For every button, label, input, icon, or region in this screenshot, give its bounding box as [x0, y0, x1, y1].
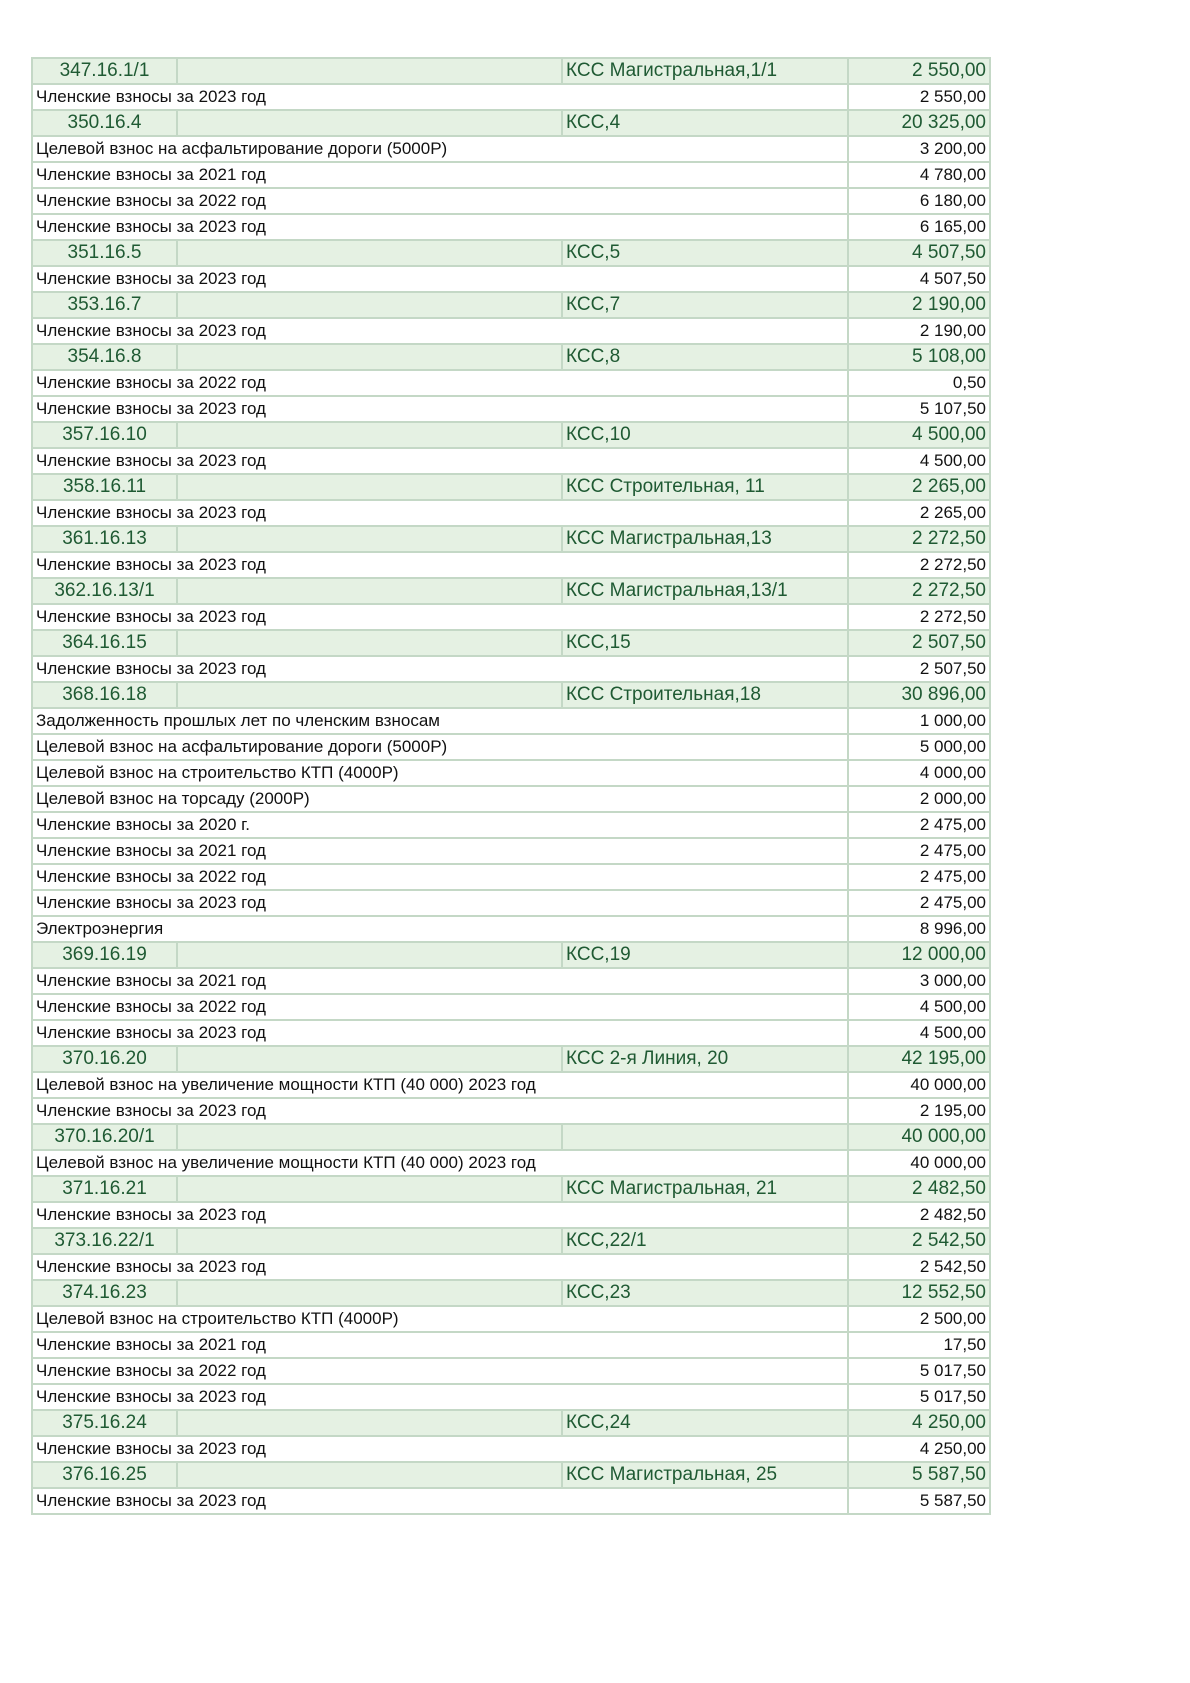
charge-description: Членские взносы за 2021 год	[32, 162, 848, 188]
account-address	[562, 1124, 848, 1150]
account-spacer	[177, 1462, 562, 1488]
account-spacer	[177, 526, 562, 552]
charge-row	[32, 1436, 990, 1462]
charge-row	[32, 864, 990, 890]
account-spacer	[177, 292, 562, 318]
charge-row	[32, 162, 990, 188]
account-spacer	[177, 1228, 562, 1254]
account-code: 364.16.15	[32, 630, 177, 656]
account-group-row	[32, 292, 990, 318]
account-spacer	[177, 1124, 562, 1150]
charge-row	[32, 84, 990, 110]
charge-row	[32, 734, 990, 760]
charge-amount: 0,50	[848, 370, 990, 396]
charge-amount: 5 000,00	[848, 734, 990, 760]
account-code: 370.16.20	[32, 1046, 177, 1072]
account-address: КСС,24	[562, 1410, 848, 1436]
charge-row	[32, 1072, 990, 1098]
account-code: 347.16.1/1	[32, 58, 177, 84]
charge-row	[32, 786, 990, 812]
charge-row	[32, 214, 990, 240]
charge-amount: 2 542,50	[848, 1254, 990, 1280]
account-group-row	[32, 58, 990, 84]
charge-description: Членские взносы за 2022 год	[32, 994, 848, 1020]
charge-description: Членские взносы за 2020 г.	[32, 812, 848, 838]
account-spacer	[177, 240, 562, 266]
account-code: 358.16.11	[32, 474, 177, 500]
charge-amount: 5 017,50	[848, 1358, 990, 1384]
charge-amount: 4 500,00	[848, 1020, 990, 1046]
charge-description: Членские взносы за 2021 год	[32, 838, 848, 864]
account-address: КСС,8	[562, 344, 848, 370]
charge-row	[32, 500, 990, 526]
charge-amount: 4 780,00	[848, 162, 990, 188]
charge-amount: 4 500,00	[848, 448, 990, 474]
account-total: 2 190,00	[848, 292, 990, 318]
account-code: 369.16.19	[32, 942, 177, 968]
account-address: КСС Магистральная,13	[562, 526, 848, 552]
account-spacer	[177, 58, 562, 84]
account-group-row	[32, 1462, 990, 1488]
charge-amount: 2 475,00	[848, 864, 990, 890]
account-spacer	[177, 344, 562, 370]
account-total: 2 550,00	[848, 58, 990, 84]
charge-amount: 4 250,00	[848, 1436, 990, 1462]
charge-description: Членские взносы за 2023 год	[32, 500, 848, 526]
account-total: 4 250,00	[848, 1410, 990, 1436]
account-code: 374.16.23	[32, 1280, 177, 1306]
account-group-row	[32, 526, 990, 552]
charge-description: Членские взносы за 2021 год	[32, 1332, 848, 1358]
account-total: 5 587,50	[848, 1462, 990, 1488]
account-code: 373.16.22/1	[32, 1228, 177, 1254]
charge-description: Членские взносы за 2022 год	[32, 188, 848, 214]
account-address: КСС Строительная,18	[562, 682, 848, 708]
account-group-row	[32, 1176, 990, 1202]
charge-row	[32, 1202, 990, 1228]
charge-row	[32, 552, 990, 578]
charge-amount: 1 000,00	[848, 708, 990, 734]
charge-amount: 2 190,00	[848, 318, 990, 344]
account-group-row	[32, 682, 990, 708]
account-total: 2 542,50	[848, 1228, 990, 1254]
account-spacer	[177, 630, 562, 656]
account-spacer	[177, 1176, 562, 1202]
charge-description: Членские взносы за 2023 год	[32, 890, 848, 916]
account-total: 30 896,00	[848, 682, 990, 708]
account-spacer	[177, 1280, 562, 1306]
account-address: КСС Магистральная, 21	[562, 1176, 848, 1202]
charge-description: Членские взносы за 2023 год	[32, 656, 848, 682]
account-total: 5 108,00	[848, 344, 990, 370]
charge-row	[32, 1150, 990, 1176]
charge-row	[32, 370, 990, 396]
account-address: КСС Магистральная,13/1	[562, 578, 848, 604]
account-spacer	[177, 474, 562, 500]
charge-row	[32, 994, 990, 1020]
account-code: 368.16.18	[32, 682, 177, 708]
charge-amount: 2 500,00	[848, 1306, 990, 1332]
charge-row	[32, 136, 990, 162]
charge-description: Членские взносы за 2023 год	[32, 396, 848, 422]
charge-amount: 2 475,00	[848, 838, 990, 864]
charge-amount: 3 200,00	[848, 136, 990, 162]
charge-row	[32, 708, 990, 734]
account-total: 2 482,50	[848, 1176, 990, 1202]
charge-description: Членские взносы за 2022 год	[32, 1358, 848, 1384]
account-total: 40 000,00	[848, 1124, 990, 1150]
charge-row	[32, 1306, 990, 1332]
charge-amount: 2 475,00	[848, 890, 990, 916]
charge-description: Членские взносы за 2022 год	[32, 370, 848, 396]
account-address: КСС,7	[562, 292, 848, 318]
charge-row	[32, 1098, 990, 1124]
charge-description: Целевой взнос на торсаду (2000Р)	[32, 786, 848, 812]
account-code: 371.16.21	[32, 1176, 177, 1202]
account-group-row	[32, 1280, 990, 1306]
account-address: КСС,15	[562, 630, 848, 656]
charge-row	[32, 838, 990, 864]
charge-amount: 2 550,00	[848, 84, 990, 110]
charge-row	[32, 1358, 990, 1384]
account-total: 2 265,00	[848, 474, 990, 500]
charge-row	[32, 604, 990, 630]
charge-description: Членские взносы за 2023 год	[32, 1384, 848, 1410]
charge-amount: 5 017,50	[848, 1384, 990, 1410]
charge-amount: 2 000,00	[848, 786, 990, 812]
charge-amount: 2 272,50	[848, 604, 990, 630]
charge-description: Членские взносы за 2023 год	[32, 318, 848, 344]
charge-description: Целевой взнос на увеличение мощности КТП (40 000) 2023 год	[32, 1150, 848, 1176]
charge-row	[32, 1254, 990, 1280]
charge-amount: 40 000,00	[848, 1072, 990, 1098]
charge-amount: 40 000,00	[848, 1150, 990, 1176]
account-group-row	[32, 474, 990, 500]
charge-amount: 2 482,50	[848, 1202, 990, 1228]
charge-amount: 2 507,50	[848, 656, 990, 682]
charge-description: Целевой взнос на строительство КТП (4000Р)	[32, 1306, 848, 1332]
charge-description: Целевой взнос на строительство КТП (4000Р)	[32, 760, 848, 786]
charge-row	[32, 812, 990, 838]
charge-row	[32, 656, 990, 682]
charge-amount: 4 000,00	[848, 760, 990, 786]
account-group-row	[32, 630, 990, 656]
charge-row	[32, 916, 990, 942]
account-total: 20 325,00	[848, 110, 990, 136]
charge-description: Целевой взнос на асфальтирование дороги (5000Р)	[32, 734, 848, 760]
account-group-row	[32, 422, 990, 448]
charge-amount: 17,50	[848, 1332, 990, 1358]
charge-row	[32, 266, 990, 292]
account-total: 4 507,50	[848, 240, 990, 266]
account-group-row	[32, 240, 990, 266]
charge-description: Членские взносы за 2023 год	[32, 448, 848, 474]
charge-description: Членские взносы за 2023 год	[32, 604, 848, 630]
account-group-row	[32, 1046, 990, 1072]
charge-description: Целевой взнос на асфальтирование дороги (5000Р)	[32, 136, 848, 162]
account-code: 351.16.5	[32, 240, 177, 266]
charge-description: Членские взносы за 2023 год	[32, 1254, 848, 1280]
charge-amount: 2 475,00	[848, 812, 990, 838]
dues-table	[31, 57, 991, 1515]
charge-description: Электроэнергия	[32, 916, 848, 942]
account-address: КСС,10	[562, 422, 848, 448]
charge-amount: 3 000,00	[848, 968, 990, 994]
charge-row	[32, 968, 990, 994]
account-total: 2 272,50	[848, 578, 990, 604]
account-address: КСС Строительная, 11	[562, 474, 848, 500]
account-total: 2 272,50	[848, 526, 990, 552]
account-group-row	[32, 1410, 990, 1436]
account-group-row	[32, 578, 990, 604]
charge-amount: 4 500,00	[848, 994, 990, 1020]
account-spacer	[177, 1410, 562, 1436]
charge-row	[32, 448, 990, 474]
account-code: 362.16.13/1	[32, 578, 177, 604]
charge-amount: 6 165,00	[848, 214, 990, 240]
account-group-row	[32, 110, 990, 136]
charge-description: Членские взносы за 2022 год	[32, 864, 848, 890]
charge-row	[32, 1488, 990, 1514]
charge-description: Членские взносы за 2023 год	[32, 552, 848, 578]
charge-description: Членские взносы за 2023 год	[32, 1098, 848, 1124]
account-group-row	[32, 1228, 990, 1254]
charge-row	[32, 188, 990, 214]
charge-amount: 8 996,00	[848, 916, 990, 942]
account-code: 370.16.20/1	[32, 1124, 177, 1150]
charge-row	[32, 318, 990, 344]
account-code: 361.16.13	[32, 526, 177, 552]
charge-description: Задолженность прошлых лет по членским взносам	[32, 708, 848, 734]
charge-description: Членские взносы за 2023 год	[32, 1488, 848, 1514]
charge-description: Членские взносы за 2023 год	[32, 1436, 848, 1462]
charge-row	[32, 1020, 990, 1046]
account-spacer	[177, 682, 562, 708]
charge-description: Членские взносы за 2023 год	[32, 1020, 848, 1046]
charge-description: Членские взносы за 2023 год	[32, 84, 848, 110]
account-total: 42 195,00	[848, 1046, 990, 1072]
charge-description: Целевой взнос на увеличение мощности КТП (40 000) 2023 год	[32, 1072, 848, 1098]
account-address: КСС 2-я Линия, 20	[562, 1046, 848, 1072]
account-code: 350.16.4	[32, 110, 177, 136]
account-code: 376.16.25	[32, 1462, 177, 1488]
account-spacer	[177, 1046, 562, 1072]
account-group-row	[32, 344, 990, 370]
account-address: КСС Магистральная,1/1	[562, 58, 848, 84]
charge-amount: 5 587,50	[848, 1488, 990, 1514]
account-total: 12 000,00	[848, 942, 990, 968]
account-spacer	[177, 578, 562, 604]
charge-description: Членские взносы за 2023 год	[32, 266, 848, 292]
account-code: 353.16.7	[32, 292, 177, 318]
account-group-row	[32, 1124, 990, 1150]
charge-row	[32, 760, 990, 786]
account-address: КСС,19	[562, 942, 848, 968]
account-total: 2 507,50	[848, 630, 990, 656]
account-code: 357.16.10	[32, 422, 177, 448]
account-address: КСС,4	[562, 110, 848, 136]
charge-row	[32, 1332, 990, 1358]
account-address: КСС Магистральная, 25	[562, 1462, 848, 1488]
charge-description: Членские взносы за 2023 год	[32, 1202, 848, 1228]
charge-row	[32, 1384, 990, 1410]
account-address: КСС,22/1	[562, 1228, 848, 1254]
charge-amount: 5 107,50	[848, 396, 990, 422]
account-total: 12 552,50	[848, 1280, 990, 1306]
account-group-row	[32, 942, 990, 968]
charge-description: Членские взносы за 2023 год	[32, 214, 848, 240]
charge-amount: 4 507,50	[848, 266, 990, 292]
charge-amount: 6 180,00	[848, 188, 990, 214]
charge-row	[32, 396, 990, 422]
account-spacer	[177, 422, 562, 448]
account-spacer	[177, 942, 562, 968]
dues-table-body	[32, 58, 990, 1514]
account-spacer	[177, 110, 562, 136]
charge-amount: 2 195,00	[848, 1098, 990, 1124]
charge-description: Членские взносы за 2021 год	[32, 968, 848, 994]
account-code: 375.16.24	[32, 1410, 177, 1436]
account-address: КСС,23	[562, 1280, 848, 1306]
charge-amount: 2 265,00	[848, 500, 990, 526]
charge-amount: 2 272,50	[848, 552, 990, 578]
charge-row	[32, 890, 990, 916]
account-code: 354.16.8	[32, 344, 177, 370]
account-total: 4 500,00	[848, 422, 990, 448]
account-address: КСС,5	[562, 240, 848, 266]
